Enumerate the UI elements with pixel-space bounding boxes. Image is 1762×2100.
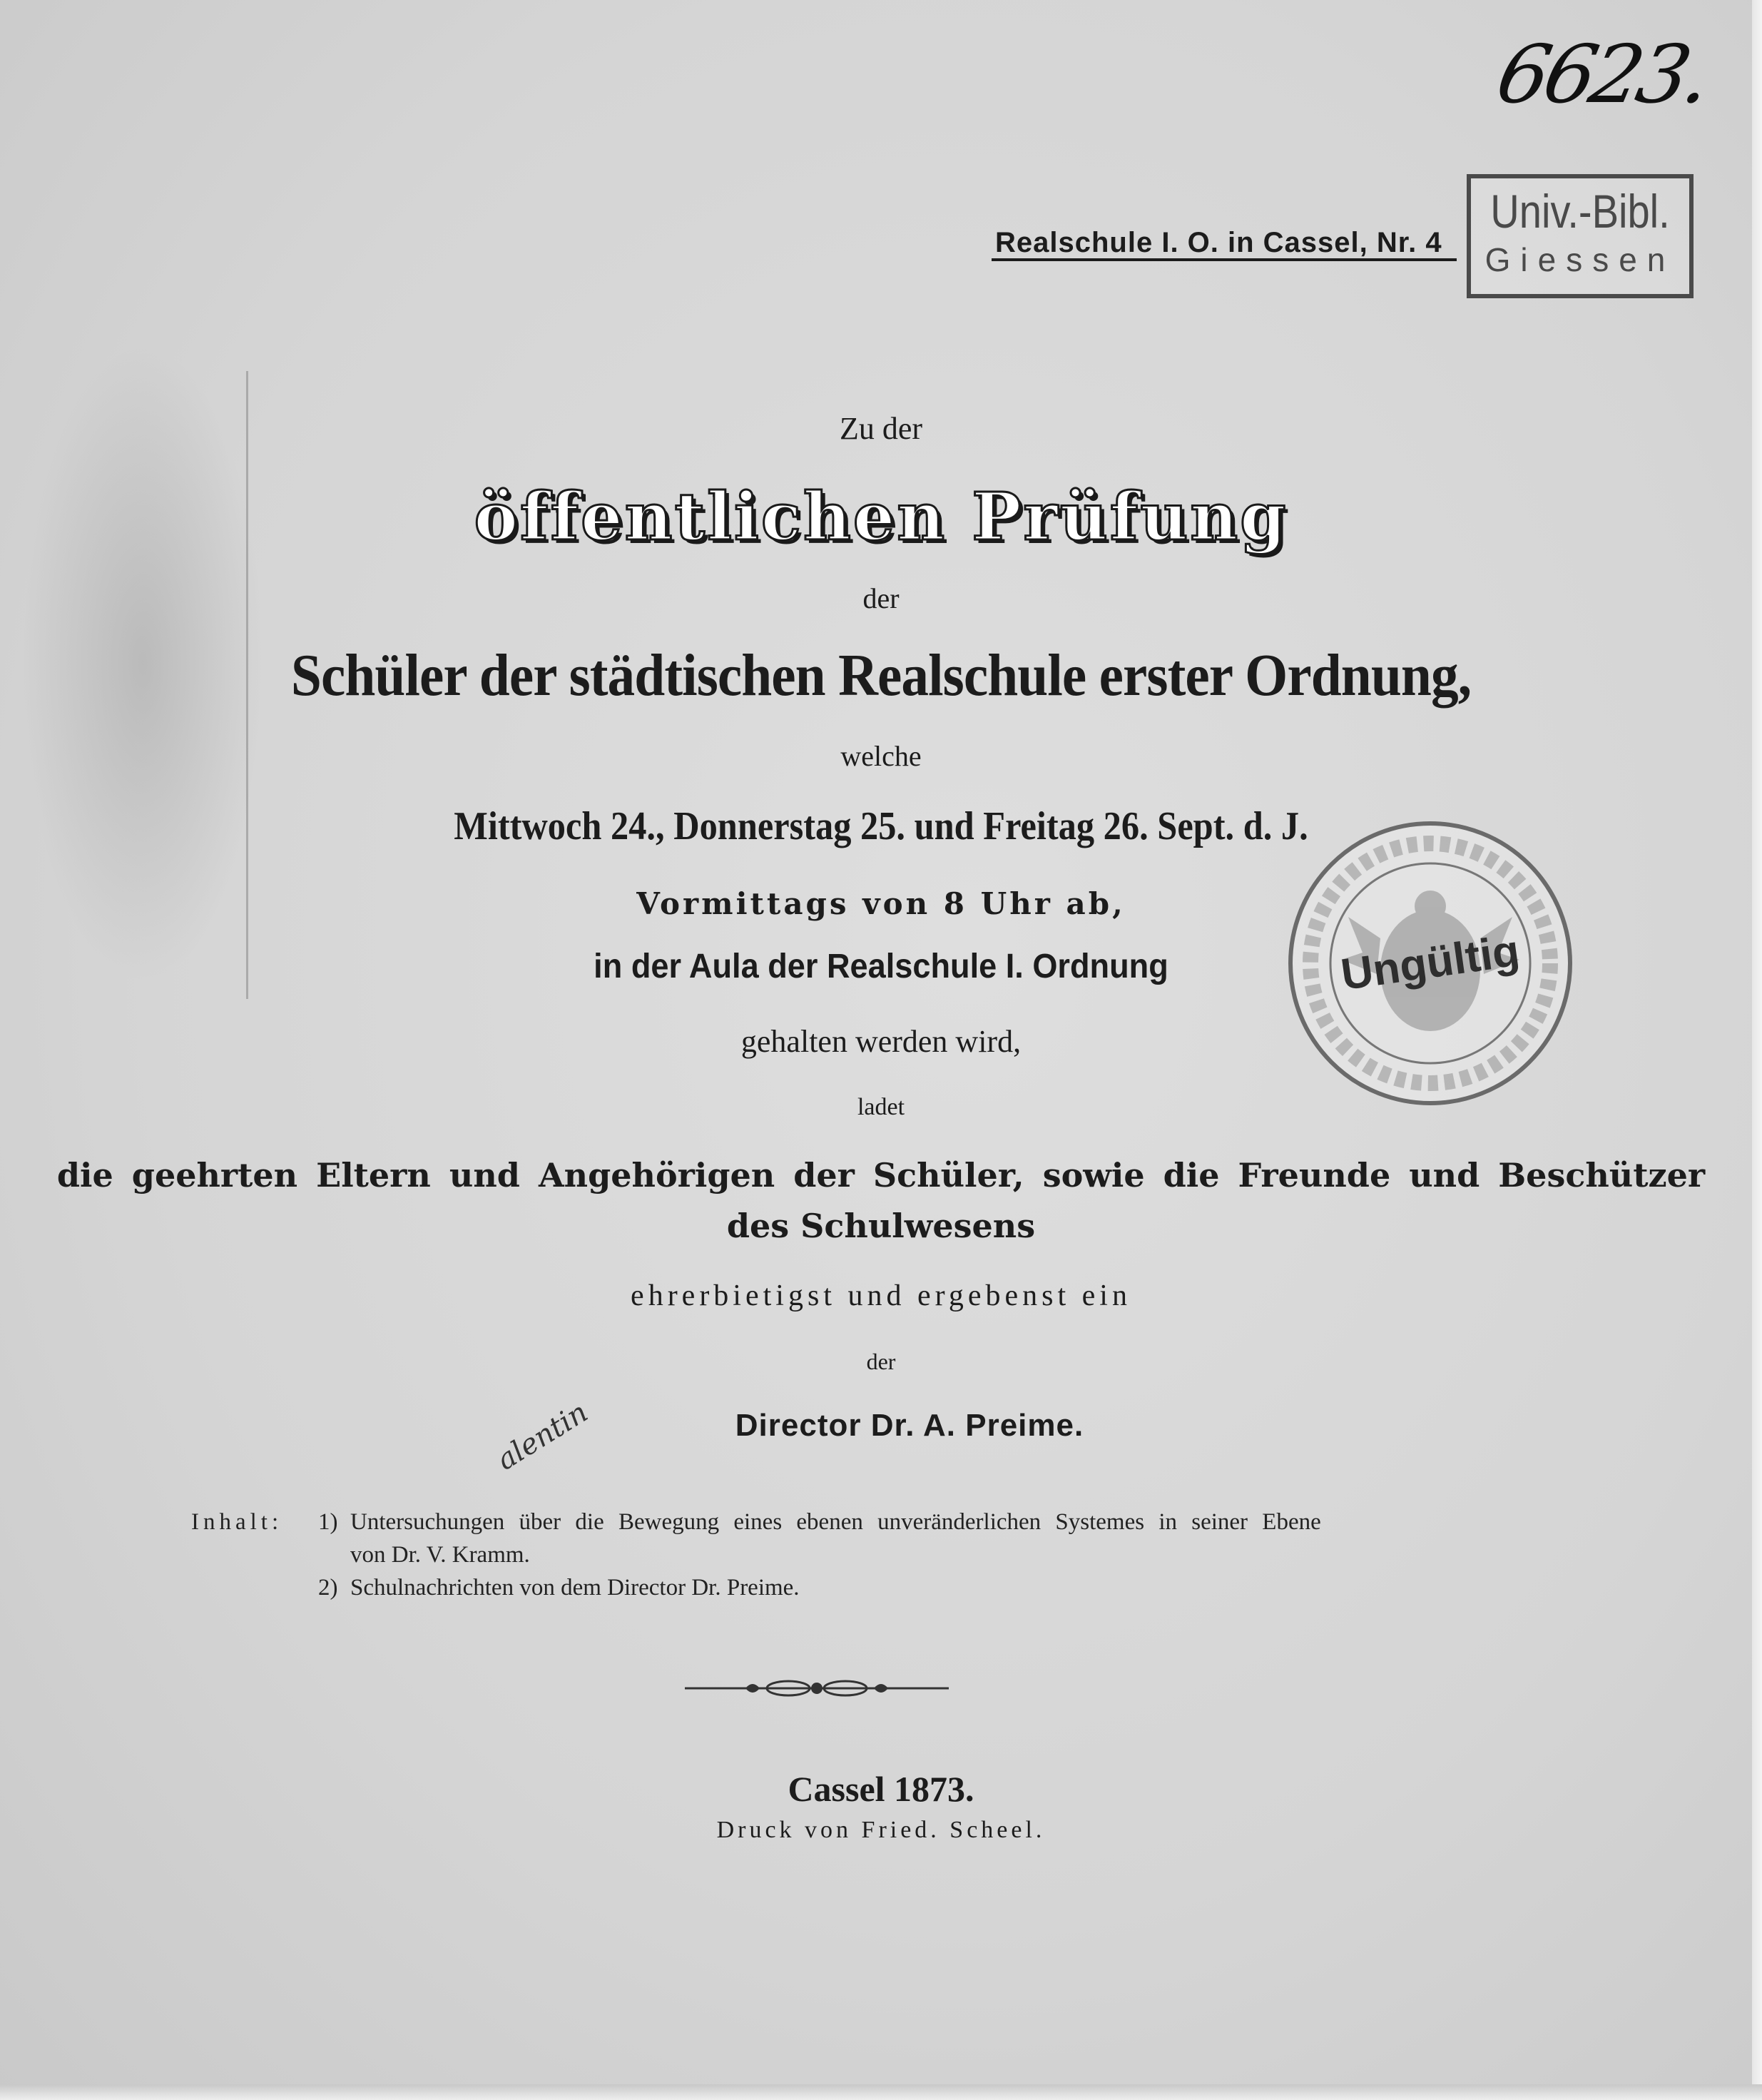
contents-label: Inhalt: bbox=[191, 1509, 283, 1535]
ladet-text: ladet bbox=[857, 1094, 905, 1120]
contents-item-number: 2) bbox=[318, 1575, 338, 1601]
connector-welche: welche bbox=[840, 740, 922, 772]
held-text: gehalten werden wird, bbox=[740, 1024, 1022, 1059]
contents-item-author: von Dr. V. Kramm. bbox=[350, 1542, 530, 1568]
page-edge-bottom bbox=[0, 2084, 1762, 2100]
series-label: Realschule I. O. in Cassel, Nr. 4 bbox=[995, 227, 1442, 258]
imprint-place-year: Cassel 1873. bbox=[788, 1769, 974, 1809]
library-stamp-line1: Univ.-Bibl. bbox=[1490, 185, 1670, 238]
imprint-printer: Druck von Fried. Scheel. bbox=[716, 1817, 1046, 1843]
series-underline bbox=[992, 258, 1457, 261]
subject-heading: Schüler der städtischen Realschule erster Ordnung, bbox=[290, 642, 1472, 709]
contents-item-title: Untersuchungen über die Bewegung eines ebenen unveränderlichen Systemes in seiner Ebene bbox=[350, 1509, 1321, 1535]
exam-location: in der Aula der Realschule I. Ordnung bbox=[594, 948, 1168, 985]
ornament-divider-icon bbox=[685, 1674, 949, 1703]
round-stamp-center-text: Ungültig bbox=[1338, 925, 1523, 1000]
connector-der-2: der bbox=[866, 1349, 896, 1374]
exam-dates: Mittwoch 24., Donnerstag 25. und Freitag 26. Sept. d. J. bbox=[454, 804, 1308, 848]
contents-row-1 bbox=[191, 1509, 1461, 1542]
contents-row-2 bbox=[191, 1542, 1461, 1575]
handwritten-shelfmark: 6623. bbox=[1489, 29, 1716, 121]
invitees-line-2: des Schulwesens bbox=[726, 1207, 1036, 1245]
handwritten-annotation: alentin bbox=[491, 1396, 594, 1477]
main-title: öffentlichen Prüfung bbox=[474, 478, 1288, 555]
intro-text: Zu der bbox=[839, 411, 923, 446]
library-stamp-line2: Giessen bbox=[1485, 241, 1676, 278]
connector-der-1: der bbox=[862, 582, 900, 614]
library-stamp bbox=[1467, 174, 1694, 298]
contents-item-number: 1) bbox=[318, 1509, 338, 1535]
closing-text: ehrerbietigst und ergebenst ein bbox=[631, 1279, 1131, 1312]
contents-section bbox=[191, 1509, 1461, 1608]
director-signature: Director Dr. A. Preime. bbox=[735, 1408, 1084, 1443]
exam-time: Vormittags von 8 Uhr ab, bbox=[636, 886, 1126, 921]
contents-item-title: Schulnachrichten von dem Director Dr. Preime. bbox=[350, 1575, 800, 1601]
invitees-line-1: die geehrten Eltern und Angehörigen der Schüler, sowie die Freunde und Beschützer bbox=[56, 1156, 1706, 1194]
contents-row-3 bbox=[191, 1575, 1461, 1608]
